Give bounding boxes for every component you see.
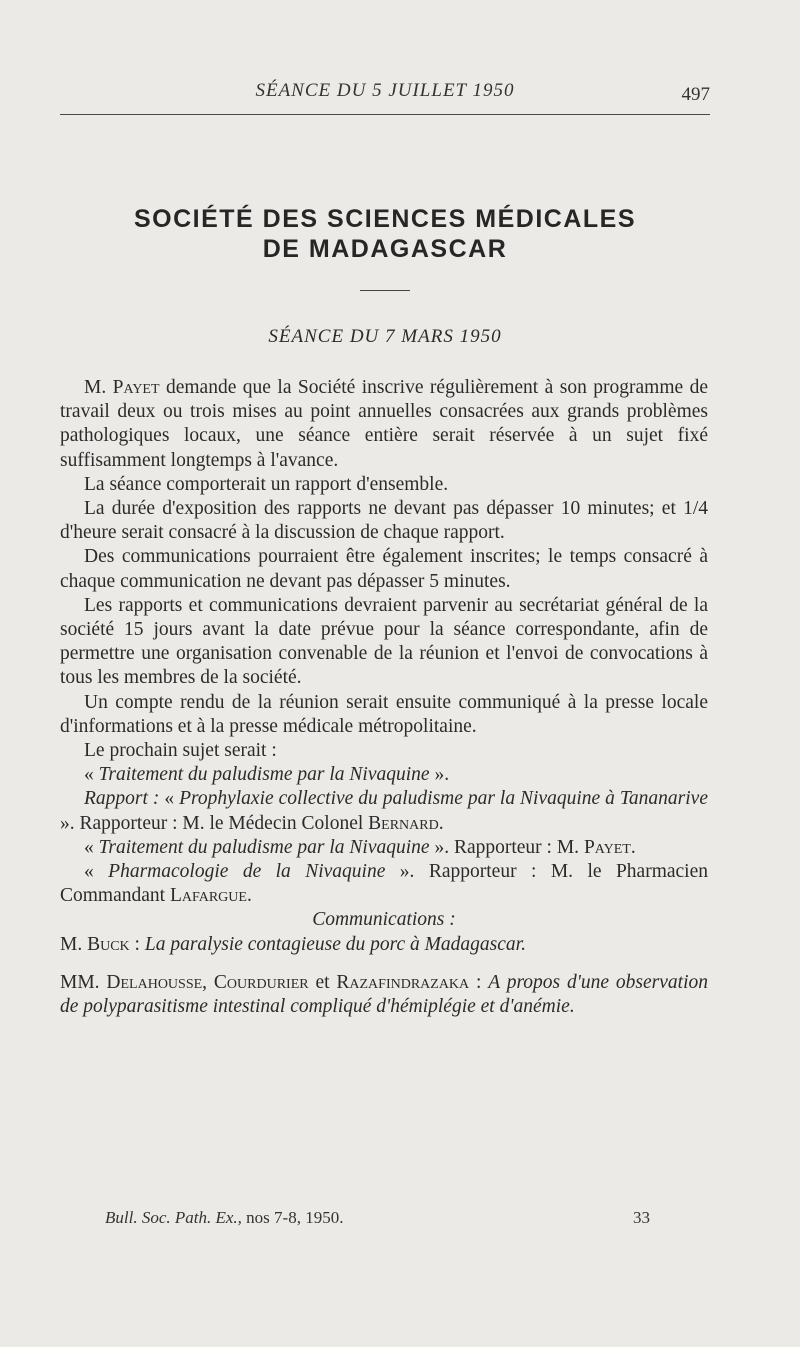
p11-open: « bbox=[84, 861, 109, 883]
sheet-number: 33 bbox=[633, 1208, 650, 1227]
p10-open: « bbox=[84, 836, 99, 858]
p10-title: Traitement du paludisme par la Nivaquine bbox=[98, 836, 430, 858]
author-name: Payet bbox=[112, 377, 160, 398]
title-rule bbox=[360, 290, 410, 291]
session-title: SÉANCE DU 7 MARS 1950 bbox=[268, 326, 502, 347]
paragraph-3: La durée d'exposition des rapports ne devant pas dépasser 10 minutes; et 1/4 d'heure serait consacré à la discussion de chaque rapport. bbox=[60, 498, 708, 544]
page-number: 497 bbox=[681, 84, 710, 105]
c1-sep: : bbox=[129, 933, 145, 955]
paragraph-8 bbox=[60, 763, 708, 787]
c2-sep3: : bbox=[469, 971, 489, 993]
body-text bbox=[60, 376, 708, 1019]
paragraph-1 bbox=[60, 376, 708, 473]
communications-heading: Communications : bbox=[312, 909, 456, 931]
paragraph-4: Des communications pourraient être également inscrites; le temps consacré à chaque communication ne devant pas dépasser 5 minutes. bbox=[60, 546, 708, 592]
p11-end: . bbox=[246, 885, 252, 907]
p1-pre: M. bbox=[84, 377, 113, 398]
p9-end: . bbox=[438, 812, 444, 834]
c1-title: La paralysie contagieuse du porc à Madagascar. bbox=[144, 933, 526, 955]
p8-close: ». bbox=[429, 764, 450, 786]
c2-sep2: et bbox=[308, 971, 337, 993]
p8-title: Traitement du paludisme par la Nivaquine bbox=[98, 764, 430, 786]
footer-citation bbox=[105, 1208, 343, 1228]
c2-pre: MM. bbox=[60, 971, 107, 993]
running-head: SÉANCE DU 5 JUILLET 1950 bbox=[255, 80, 515, 101]
p10-end: . bbox=[630, 836, 636, 858]
p9-close: ». Rapporteur : M. le Médecin Colonel bbox=[60, 812, 369, 834]
c2-name3: Razafindrazaka bbox=[336, 971, 470, 993]
c2-name2: Courdurier bbox=[213, 971, 309, 993]
society-title-line2: DE MADAGASCAR bbox=[262, 235, 508, 263]
communication-1 bbox=[60, 933, 708, 957]
page-header bbox=[60, 80, 710, 115]
paragraph-11 bbox=[60, 860, 708, 908]
c1-pre: M. bbox=[60, 933, 88, 955]
p11-title: Pharmacologie de la Nivaquine bbox=[108, 861, 386, 883]
c2-sep1: , bbox=[202, 971, 214, 993]
p11-name: Lafargue bbox=[169, 885, 247, 907]
p9-title: Prophylaxie collective du paludisme par la Nivaquine à Tananarive bbox=[179, 788, 708, 810]
p10-name: Payet bbox=[583, 836, 631, 858]
p8-open: « bbox=[84, 764, 99, 786]
paragraph-9 bbox=[60, 787, 708, 835]
p11-close: ». Rapporteur : M. le Pharmacien Commandant bbox=[60, 861, 708, 907]
c1-name: Buck bbox=[87, 933, 130, 955]
p9-open: « bbox=[164, 788, 180, 810]
communication-2 bbox=[60, 971, 708, 1019]
society-title-line1: SOCIÉTÉ DES SCIENCES MÉDICALES bbox=[133, 205, 637, 233]
paragraph-7: Le prochain sujet serait : bbox=[84, 740, 277, 762]
p10-close: ». Rapporteur : M. bbox=[429, 836, 584, 858]
society-title bbox=[60, 204, 710, 264]
citation-journal: Bull. Soc. Path. Ex., bbox=[105, 1208, 242, 1227]
p9-name: Bernard bbox=[368, 812, 439, 834]
paragraph-10 bbox=[60, 836, 708, 860]
paragraph-2: La séance comporterait un rapport d'ensemble. bbox=[84, 473, 449, 495]
citation-issue: nos 7-8, 1950. bbox=[241, 1208, 344, 1227]
c2-title: A propos d'une observation de polyparasitisme intestinal compliqué d'hémiplégie et d'anémie. bbox=[60, 971, 708, 1018]
p1-rest: demande que la Société inscrive régulièrement à son programme de travail deux ou trois mises au point annuelles consacrées aux grands problèmes pathologiques locaux, une séance entière serait réservée à un sujet fixé suffisamment longtemps à l'avance. bbox=[60, 377, 708, 471]
paragraph-5: Les rapports et communications devraient parvenir au secrétariat général de la société 15 jours avant la date prévue pour la séance correspondante, afin de permettre une organisation convenable de la réunion et l'envoi de convocations à tous les membres de la société. bbox=[60, 594, 708, 689]
p9-label: Rapport : bbox=[84, 788, 165, 810]
paragraph-6: Un compte rendu de la réunion serait ensuite communiqué à la presse locale d'informations et à la presse médicale métropolitaine. bbox=[60, 691, 708, 737]
c2-name1: Delahousse bbox=[106, 971, 203, 993]
